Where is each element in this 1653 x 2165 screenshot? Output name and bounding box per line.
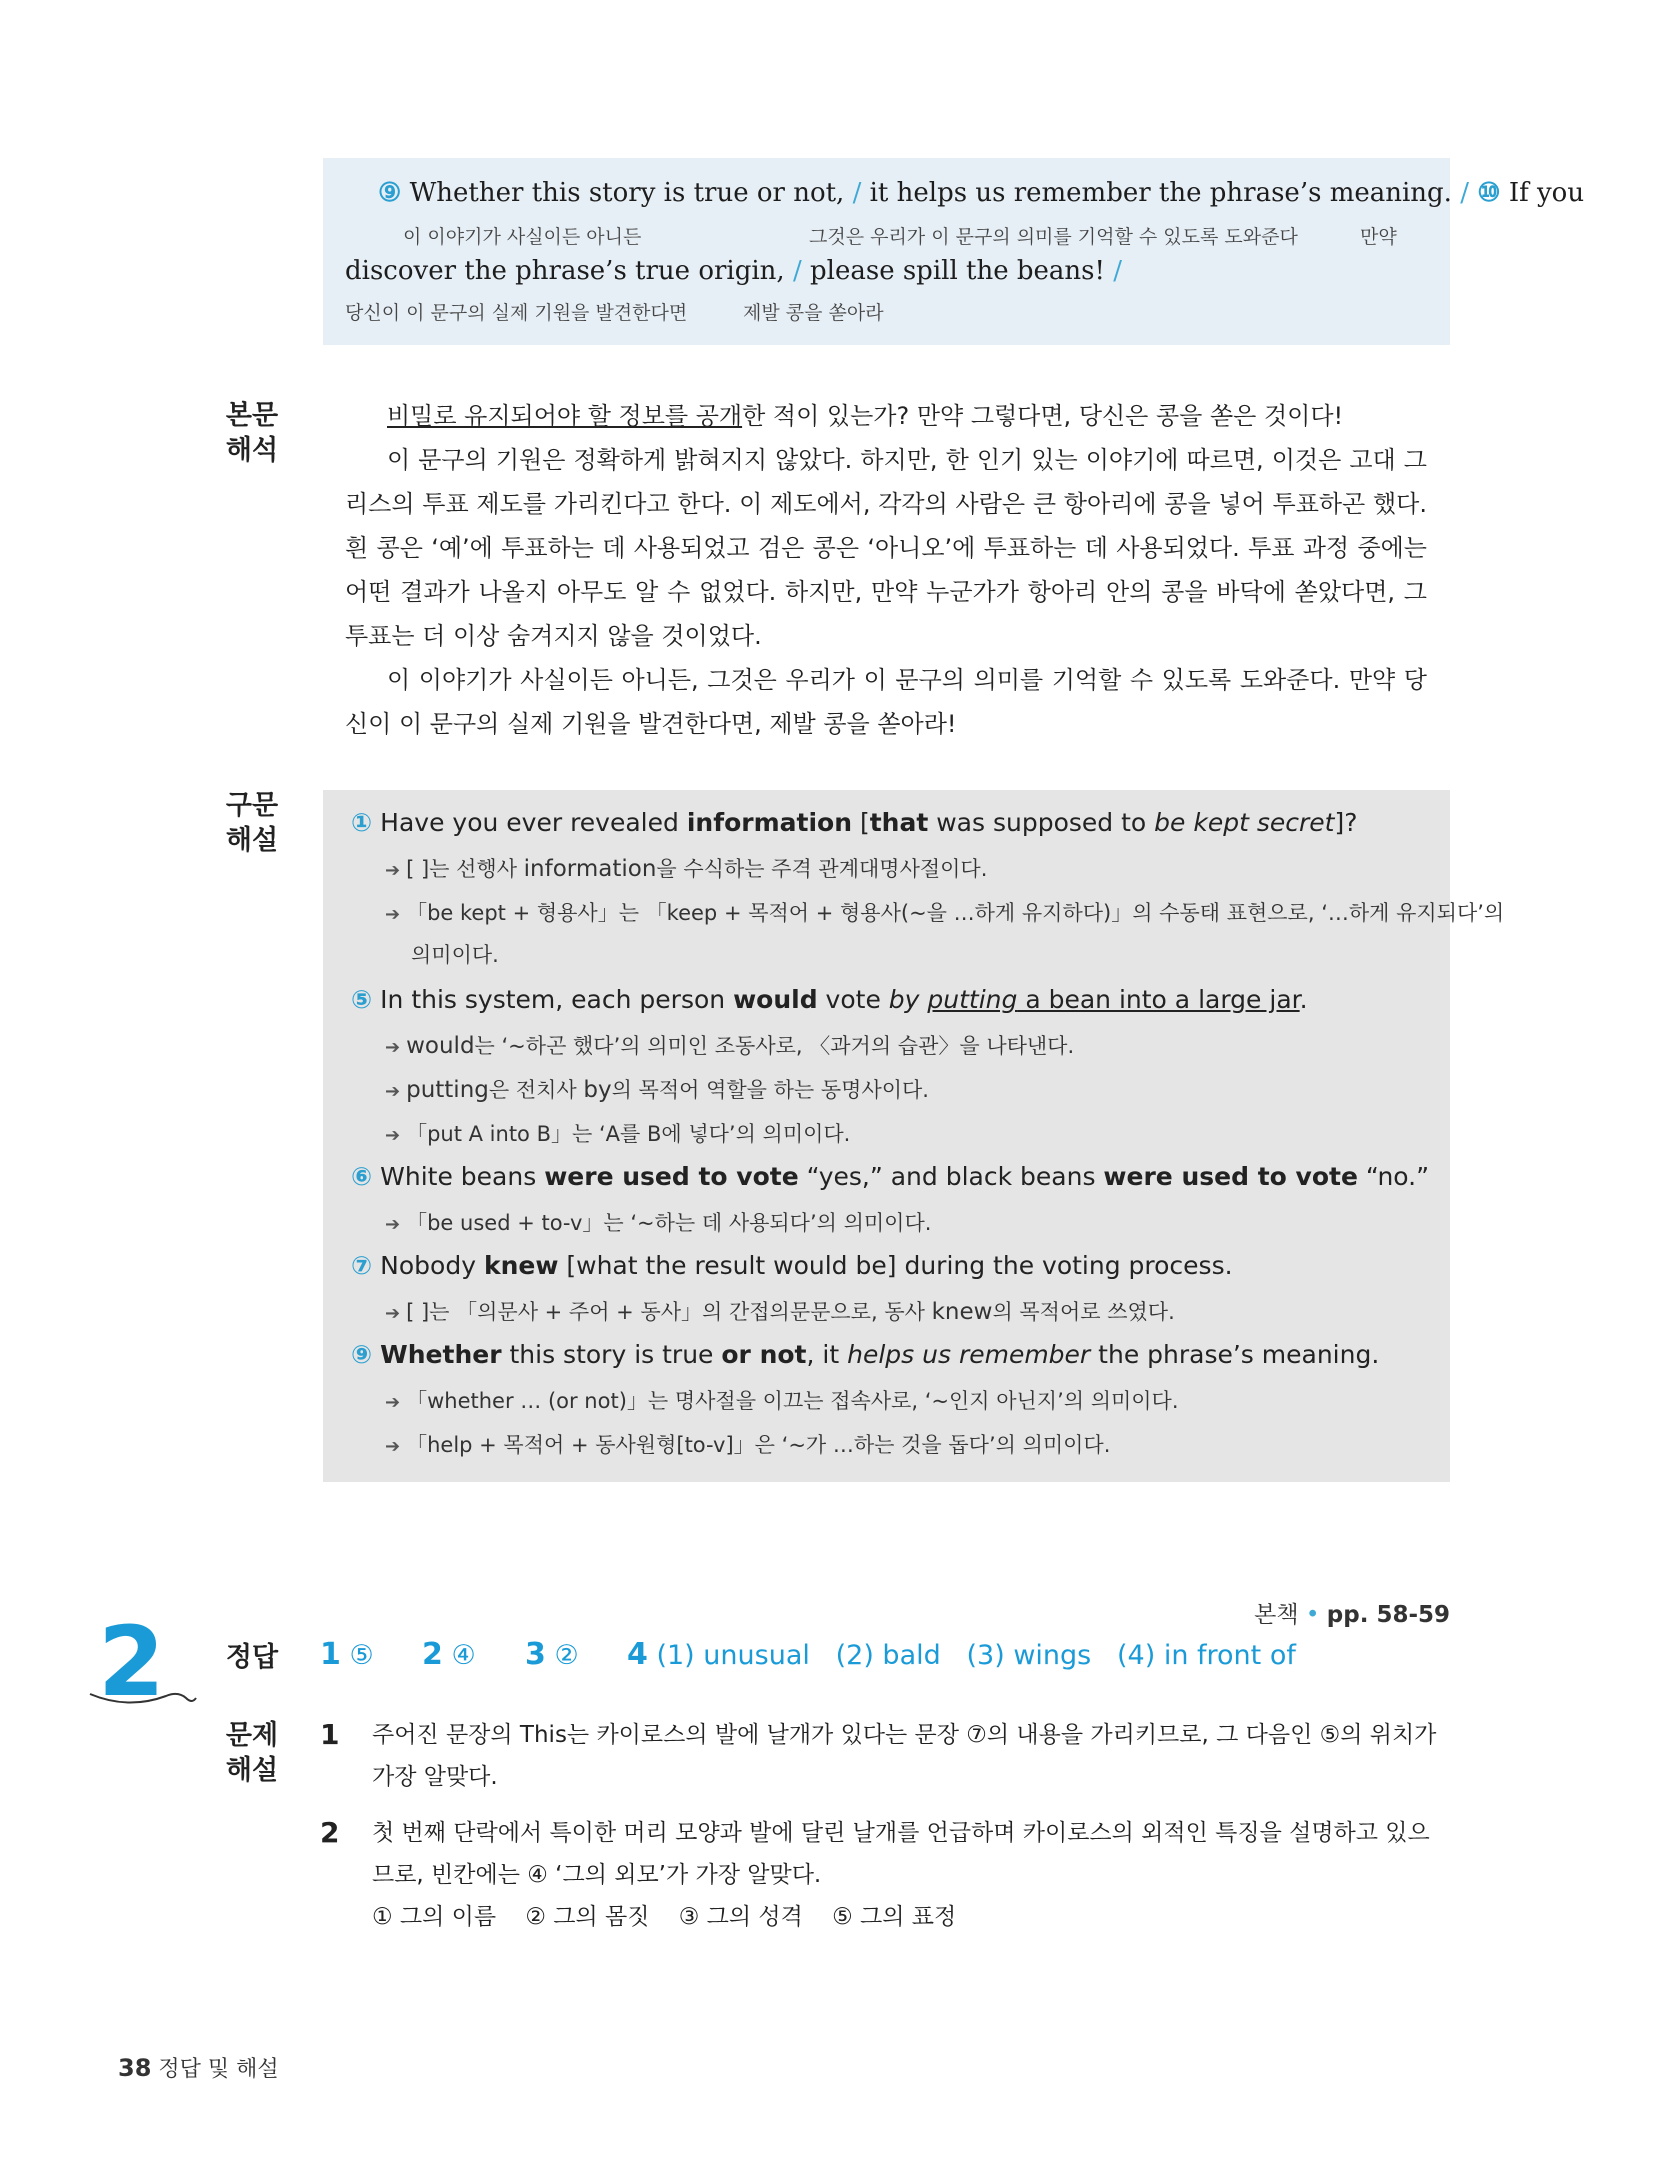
grammar-note [385, 1296, 1175, 1326]
label-line: 본문 [225, 400, 279, 431]
text: [ ]는 선행사 [406, 857, 524, 881]
question-number: 1 [320, 1718, 340, 1751]
answer-value: (1) unusual (2) bald (3) wings (4) in front of [656, 1640, 1296, 1671]
grammar-note [385, 1074, 929, 1104]
arrow-icon: ➔ [385, 1037, 401, 1058]
text: was supposed to [928, 808, 1155, 837]
text: “no.” [1357, 1162, 1430, 1191]
italic-text: helps us remember [847, 1340, 1091, 1369]
translation-line-1-en [378, 178, 1584, 208]
text: . [1299, 985, 1308, 1014]
page-range: pp. 58-59 [1326, 1602, 1450, 1628]
underlined-phrase: 비밀로 유지되어야 할 정보를 공개 [387, 402, 743, 430]
text: [ [852, 808, 870, 837]
question-number: 2 [422, 1637, 443, 1672]
text: 은 전치사 [488, 1078, 584, 1102]
text: 한 적이 있는가? 만약 그렇다면, 당신은 콩을 쏟은 것이다! [742, 402, 1344, 430]
bold-text: or not [721, 1340, 807, 1369]
text: knew [931, 1299, 993, 1325]
text: 의 목적어로 쓰였다. [992, 1300, 1175, 1324]
underlined-text: a bean into a large jar [1017, 985, 1300, 1014]
text: 을 수식하는 주격 관계대명사절이다. [656, 857, 988, 881]
section-number: 2 [98, 1606, 165, 1718]
text: information [523, 856, 657, 882]
text: Nobody [380, 1251, 484, 1280]
body-translation-text [345, 394, 1427, 746]
answer-2 [422, 1637, 476, 1672]
answer-value: ② [554, 1640, 579, 1671]
question-number: 2 [320, 1816, 340, 1849]
text: 「be used + to-v」는 ‘~하는 데 사용되다’의 의미이다. [406, 1211, 932, 1235]
grammar-note [385, 1429, 1110, 1459]
chunk-en: discover the phrase’s true origin, [345, 256, 785, 286]
answer-options: ① 그의 이름 ② 그의 몸짓 ③ 그의 성격 ⑤ 그의 표정 [372, 1904, 957, 1930]
bold-text: would [733, 985, 818, 1014]
label-line: 해설 [225, 825, 279, 856]
paragraph: 이 이야기가 사실이든 아니든, 그것은 우리가 이 문구의 의미를 기억할 수 있도록 도와준다. 만약 당신이 이 문구의 실제 기원을 발견한다면, 제발 콩을 쏟아라! [345, 666, 1427, 738]
chunk-ko: 이 이야기가 사실이든 아니든 [403, 226, 642, 248]
chunk-slash: / [1113, 256, 1122, 286]
text: • [1305, 1602, 1320, 1628]
chunk-en: please spill the beans! [810, 256, 1105, 286]
italic-text: be kept secret [1154, 808, 1335, 837]
label-line: 해석 [225, 435, 279, 466]
question-explanation: 주어진 문장의 This는 카이로스의 발에 날개가 있다는 문장 ⑦의 내용을 가리키므로, 그 다음인 ⑤의 위치가 가장 알맞다. [372, 1722, 1437, 1790]
grammar-note [385, 1118, 850, 1148]
chunk-ko: 그것은 우리가 이 문구의 의미를 기억할 수 있도록 도와준다 [809, 226, 1298, 248]
question-number: 4 [627, 1637, 648, 1672]
grammar-sentence [351, 808, 1357, 837]
arrow-icon: ➔ [385, 860, 401, 881]
sentence-translation-box [323, 158, 1585, 345]
chunk-ko: 만약 [1360, 226, 1397, 248]
text: [ ]는 「의문사 + 주어 + 동사」의 간접의문문으로, 동사 [406, 1300, 932, 1324]
textbook-page-reference [1254, 1596, 1450, 1629]
text: 는 ‘~하곤 했다’의 의미인 조동사로, 〈과거의 습관〉을 나타낸다. [474, 1034, 1075, 1058]
grammar-sentence [351, 985, 1308, 1014]
arrow-icon: ➔ [385, 904, 401, 925]
grammar-note [385, 897, 1504, 927]
text: White beans [380, 1162, 545, 1191]
text: vote [817, 985, 889, 1014]
chunk-en: If you [1508, 178, 1585, 208]
section-label-answers: 정답 [225, 1642, 279, 1673]
grammar-sentence [351, 1251, 1233, 1280]
sentence-number: ⑨ [351, 1340, 373, 1369]
sentence-number: ① [351, 808, 373, 837]
sentence-number: ⑩ [1477, 178, 1501, 208]
bold-text: information [686, 808, 852, 837]
chunk-en: Whether this story is true or not, [409, 178, 845, 208]
answer-3 [525, 1637, 579, 1672]
arrow-icon: ➔ [385, 1436, 401, 1457]
answer-1 [320, 1637, 374, 1672]
text: would [406, 1033, 475, 1059]
wave-decoration-icon [88, 1688, 198, 1708]
bold-text: Whether [380, 1340, 502, 1369]
text: 「help + 목적어 + 동사원형[to-v]」은 ‘~가 …하는 것을 돕다’의 의미이다. [406, 1433, 1111, 1457]
bold-text: knew [483, 1251, 559, 1280]
grammar-sentence [351, 1162, 1429, 1191]
text: 의 목적어 역할을 하는 동명사이다. [611, 1078, 929, 1102]
text: Have you ever revealed [380, 808, 687, 837]
text: putting [406, 1077, 489, 1103]
arrow-icon: ➔ [385, 1125, 401, 1146]
question-number: 3 [525, 1637, 546, 1672]
chunk-slash: / [792, 256, 802, 286]
text: 「be kept + 형용사」는 「keep + 목적어 + 형용사(~을 …하게 유지하다)」의 수동태 표현으로, ‘…하게 유지되다’의 [406, 901, 1505, 925]
italic-text: by [888, 985, 920, 1014]
grammar-note [385, 1207, 931, 1237]
text: [what the result would be] during the voting process. [558, 1251, 1233, 1280]
section-label-body-translation [222, 398, 282, 468]
label-line: 구문 [225, 790, 279, 821]
grammar-note-continued: 의미이다. [411, 943, 499, 967]
label-line: 문제 [225, 1720, 279, 1751]
bold-text: were used to vote [1103, 1162, 1358, 1191]
text: 본책 [1254, 1602, 1299, 1628]
bold-text: were used to vote [544, 1162, 799, 1191]
arrow-icon: ➔ [385, 1303, 401, 1324]
translation-line-2-en [345, 256, 1122, 286]
section-label-explanation [222, 1718, 282, 1788]
label-line: 해설 [225, 1755, 279, 1786]
page-number: 38 [118, 2054, 152, 2082]
arrow-icon: ➔ [385, 1392, 401, 1413]
answer-4 [627, 1637, 1296, 1672]
sentence-number: ⑥ [351, 1162, 373, 1191]
text: the phrase’s meaning. [1090, 1340, 1380, 1369]
question-number: 1 [320, 1637, 341, 1672]
answer-value: ⑤ [349, 1640, 374, 1671]
text: this story is true [501, 1340, 722, 1369]
text: 「whether … (or not)」는 명사절을 이끄는 접속사로, ‘~인지 아닌지’의 의미이다. [406, 1389, 1179, 1413]
chunk-slash: / [852, 178, 862, 208]
answer-value: ④ [451, 1640, 476, 1671]
text: by [583, 1077, 612, 1103]
chunk-ko: 당신이 이 문구의 실제 기원을 발견한다면 [345, 302, 688, 324]
sentence-number: ⑦ [351, 1251, 373, 1280]
text: ]? [1334, 808, 1358, 837]
paragraph [345, 394, 1427, 438]
arrow-icon: ➔ [385, 1081, 401, 1102]
chunk-ko: 제발 콩을 쏟아라 [743, 302, 884, 324]
sentence-number: ⑤ [351, 985, 373, 1014]
paragraph: 이 문구의 기원은 정확하게 밝혀지지 않았다. 하지만, 한 인기 있는 이야기에 따르면, 이것은 고대 그리스의 투표 제도를 가리킨다고 한다. 이 제도에서, 각각의 사람은 큰 항아리에 콩을 넣어 투표하곤 했다. 흰 콩은 ‘예’에 투표하는 데 사용되었고 검은 콩은 ‘아니오’에 투표하는 데 사용되었다. 투표 과정 중에는 어떤 결과가 나올지 아무도 알 수 없었다. 하지만, 만약 누군가가 항아리 안의 콩을 바닥에 쏟았다면, 그 투표는 더 이상 숨겨지지 않을 것이었다. [345, 446, 1427, 650]
question-explanation: 첫 번째 단락에서 특이한 머리 모양과 발에 달린 날개를 언급하며 카이로스의 외적인 특징을 설명하고 있으므로, 빈칸에는 ④ ‘그의 외모’가 가장 알맞다. [372, 1820, 1430, 1888]
chunk-en: it helps us remember the phrase’s meaning. [869, 178, 1452, 208]
bold-text: that [869, 808, 929, 837]
text: “yes,” and black beans [798, 1162, 1104, 1191]
text: , it [806, 1340, 848, 1369]
sentence-number: ⑨ [378, 178, 402, 208]
grammar-note [385, 1385, 1179, 1415]
text: 「put A into B」는 ‘A를 B에 넣다’의 의미이다. [406, 1122, 851, 1146]
arrow-icon: ➔ [385, 1214, 401, 1235]
grammar-sentence [351, 1340, 1379, 1369]
grammar-note [385, 853, 987, 883]
section-label-grammar [222, 788, 282, 858]
italic-underlined-text: putting [927, 985, 1018, 1014]
text: In this system, each person [380, 985, 734, 1014]
grammar-explanation-box [323, 790, 1505, 1482]
footer-title: 정답 및 해설 [158, 2057, 279, 2082]
page-footer [118, 2052, 279, 2083]
grammar-note [385, 1030, 1074, 1060]
chunk-slash: / [1460, 178, 1469, 208]
